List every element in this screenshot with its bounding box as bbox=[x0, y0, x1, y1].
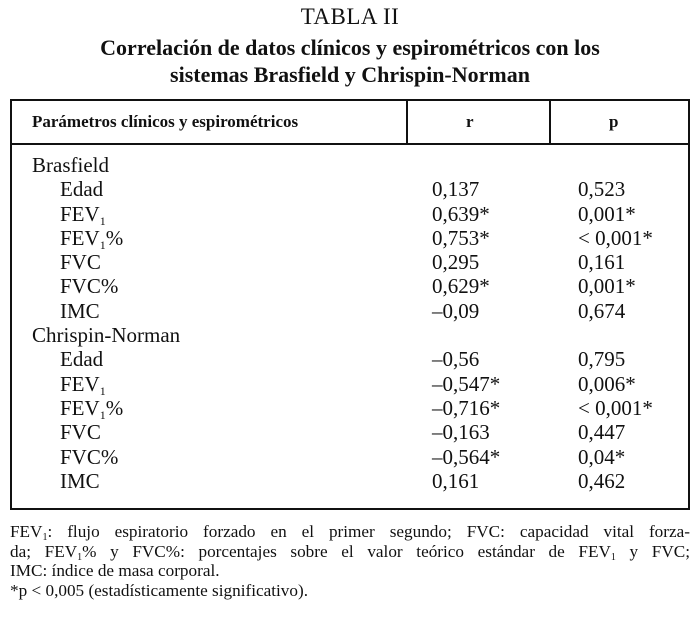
footnote-text: : flujo espiratorio forzado en el primer segundo; FVC: capacidad vital forza- bbox=[47, 522, 690, 541]
column-header-parameters: Parámetros clínicos y espirométricos bbox=[32, 112, 299, 131]
p-value: 0,001* bbox=[578, 201, 636, 226]
p-value: 0,447 bbox=[578, 420, 626, 445]
footnote-line bbox=[10, 522, 690, 542]
table-row bbox=[12, 226, 688, 250]
parameter-name bbox=[60, 469, 100, 493]
parameter-name bbox=[60, 420, 101, 444]
r-value: 0,137 bbox=[432, 177, 480, 202]
column-header-p: p bbox=[609, 112, 619, 131]
parameter-name bbox=[60, 177, 103, 201]
group-label: Brasfield bbox=[32, 153, 109, 177]
table-row bbox=[12, 445, 688, 469]
column-divider bbox=[549, 101, 551, 143]
p-value: < 0,001* bbox=[578, 395, 653, 420]
p-value: 0,04* bbox=[578, 444, 626, 469]
parameter-name bbox=[60, 445, 118, 469]
footnote-text: da; FEV bbox=[10, 541, 78, 561]
footnote-text: FEV bbox=[10, 522, 43, 541]
column-divider bbox=[406, 101, 408, 143]
table-row bbox=[12, 299, 688, 323]
data-table bbox=[10, 99, 690, 510]
parameter-base: FEV bbox=[60, 371, 100, 396]
parameter-subscript: 1 bbox=[99, 383, 106, 398]
parameter-base: FVC% bbox=[60, 274, 119, 299]
p-value: 0,161 bbox=[578, 250, 626, 275]
parameter-name bbox=[60, 299, 100, 323]
footnote-line: IMC: índice de masa corporal. bbox=[10, 561, 220, 580]
r-value: 0,639* bbox=[432, 201, 490, 226]
table-row bbox=[12, 202, 688, 226]
parameter-base: FEV bbox=[60, 201, 100, 226]
table-body bbox=[12, 153, 688, 493]
r-value: –0,163 bbox=[432, 420, 490, 445]
parameter-base: IMC bbox=[60, 298, 100, 323]
r-value: 0,295 bbox=[432, 250, 480, 275]
parameter-suffix: % bbox=[105, 395, 124, 420]
table-row bbox=[12, 372, 688, 396]
parameter-base: FVC% bbox=[60, 444, 119, 469]
footnote-significance: *p < 0,005 (estadísticamente significativo). bbox=[10, 580, 308, 600]
footnote-subscript: 1 bbox=[610, 551, 616, 561]
r-value: –0,564* bbox=[432, 444, 501, 469]
parameter-name bbox=[60, 250, 101, 274]
p-value: 0,795 bbox=[578, 347, 626, 372]
table-row bbox=[12, 396, 688, 420]
parameter-base: Edad bbox=[60, 347, 104, 372]
parameter-base: FVC bbox=[60, 420, 101, 445]
parameter-name bbox=[60, 274, 118, 298]
parameter-base: FEV bbox=[60, 395, 100, 420]
table-title bbox=[0, 34, 700, 88]
table-row bbox=[12, 274, 688, 298]
table-title-line-2: sistemas Brasfield y Chrispin-Norman bbox=[170, 62, 530, 87]
parameter-subscript: 1 bbox=[99, 213, 106, 228]
p-value: 0,006* bbox=[578, 371, 636, 396]
parameter-name bbox=[60, 226, 123, 250]
table-title-line-1: Correlación de datos clínicos y espirométricos con los bbox=[100, 35, 600, 60]
parameter-base: Edad bbox=[60, 177, 104, 202]
table-row bbox=[12, 347, 688, 371]
r-value: –0,547* bbox=[432, 371, 501, 396]
parameter-suffix: % bbox=[105, 225, 124, 250]
parameter-name bbox=[60, 372, 106, 396]
parameter-base: IMC bbox=[60, 468, 100, 493]
footnote-text: % y FVC%: porcentajes sobre el valor teórico estándar de FEV bbox=[82, 541, 611, 561]
table-row bbox=[12, 420, 688, 444]
r-value: –0,56 bbox=[432, 347, 480, 372]
column-header-r: r bbox=[466, 112, 474, 131]
footnote-text: y FVC; bbox=[615, 541, 690, 561]
r-value: 0,161 bbox=[432, 468, 480, 493]
group-label: Chrispin-Norman bbox=[32, 323, 181, 348]
table-label: TABLA II bbox=[300, 4, 400, 29]
p-value: 0,523 bbox=[578, 177, 626, 202]
p-value: 0,462 bbox=[578, 468, 626, 493]
parameter-base: FVC bbox=[60, 250, 101, 275]
footnote-line bbox=[10, 542, 690, 562]
parameter-subscript: 1 bbox=[99, 237, 106, 252]
group-row bbox=[12, 153, 688, 177]
p-value: < 0,001* bbox=[578, 225, 653, 250]
parameter-base: FEV bbox=[60, 225, 100, 250]
table-footnotes bbox=[10, 522, 690, 600]
r-value: 0,753* bbox=[432, 225, 490, 250]
parameter-name bbox=[60, 347, 103, 371]
p-value: 0,001* bbox=[578, 274, 636, 299]
footnote-subscript: 1 bbox=[77, 551, 83, 561]
table-row bbox=[12, 250, 688, 274]
table-header-row bbox=[12, 101, 688, 145]
r-value: –0,09 bbox=[432, 298, 480, 323]
p-value: 0,674 bbox=[578, 298, 626, 323]
footnote-subscript: 1 bbox=[42, 532, 48, 542]
parameter-subscript: 1 bbox=[99, 407, 106, 422]
r-value: –0,716* bbox=[432, 395, 501, 420]
parameter-name bbox=[60, 202, 106, 226]
parameter-name bbox=[60, 396, 123, 420]
table-row bbox=[12, 177, 688, 201]
table-row bbox=[12, 469, 688, 493]
group-row bbox=[12, 323, 688, 347]
r-value: 0,629* bbox=[432, 274, 490, 299]
